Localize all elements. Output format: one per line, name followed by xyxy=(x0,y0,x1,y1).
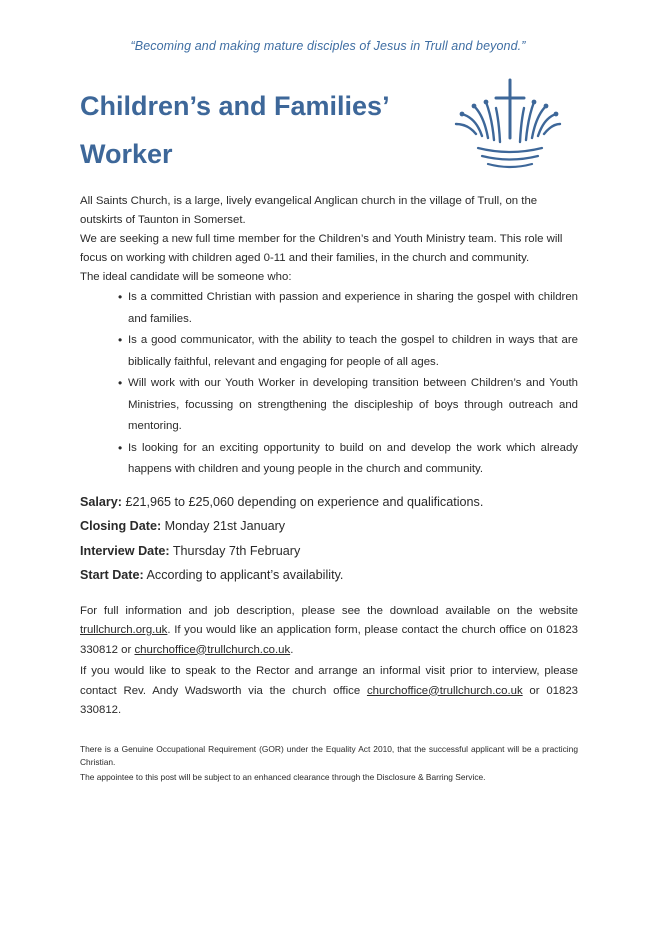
list-item: • Is looking for an exciting opportunity to build on and develop the work which already happens with children and young people in the church and community. xyxy=(128,438,578,481)
interview-date-row xyxy=(80,542,578,562)
start-date-row xyxy=(80,566,578,586)
footnotes xyxy=(80,743,578,785)
contact-text: . xyxy=(290,643,294,656)
salary-value: £21,965 to £25,060 depending on experience and qualifications. xyxy=(122,494,484,509)
list-item: • Is a committed Christian with passion and experience in sharing the gospel with children and families. xyxy=(128,287,578,330)
email-link[interactable]: churchoffice@trullchurch.co.uk xyxy=(134,643,291,656)
list-item: • Will work with our Youth Worker in developing transition between Children’s and Youth Ministries, focussing on strengthening the discipleship of boys through outreach and mentoring. xyxy=(128,373,578,438)
closing-date-label: Closing Date: xyxy=(80,519,162,533)
website-link[interactable]: trullchurch.org.uk xyxy=(80,624,168,636)
tagline: “Becoming and making mature disciples of Jesus in Trull and beyond.” xyxy=(130,39,526,53)
closing-date-value: Monday 21st January xyxy=(161,519,286,533)
contact-text: or 01823 330812. xyxy=(80,684,578,716)
footnote: The appointee to this post will be subject to an enhanced clearance through the Disclosure & Barring Service. xyxy=(80,771,486,782)
page-title: Children’s and Families’ Worker xyxy=(80,91,389,169)
interview-date-label: Interview Date: xyxy=(80,543,170,558)
footnote: There is a Genuine Occupational Requirement (GOR) under the Equality Act 2010, that the successful applicant will be a practicing Christian. xyxy=(80,743,578,767)
cross-crown-logo-icon xyxy=(452,76,562,176)
contact-info xyxy=(80,602,578,721)
salary-label: Salary: xyxy=(80,494,123,509)
job-details xyxy=(80,493,578,586)
contact-text: If you would like to speak to the Rector and arrange an informal visit prior to interview, please contact Rev. Andy Wadsworth via the church office xyxy=(80,665,578,697)
intro-paragraph: All Saints Church, is a large, lively evangelical Anglican church in the village of Trull, on the outskirts of Taunton in Somerset. xyxy=(80,195,538,226)
start-date-value: According to applicant’s availability. xyxy=(143,568,344,582)
requirements-list xyxy=(80,287,578,481)
main-content xyxy=(80,192,578,785)
contact-text: . If you would like an application form, please contact the church office on 01823 330812 or xyxy=(80,624,578,656)
closing-date-row xyxy=(80,517,578,537)
contact-paragraph xyxy=(80,662,578,721)
interview-date-value: Thursday 7th February xyxy=(169,543,301,558)
email-link[interactable]: churchoffice@trullchurch.co.uk xyxy=(366,684,523,697)
contact-text: For full information and job description, please see the download available on the website xyxy=(80,604,578,617)
contact-paragraph xyxy=(80,602,578,661)
list-item: • Is a good communicator, with the ability to teach the gospel to children in ways that are biblically faithful, relevant and engaging for people of all ages. xyxy=(128,330,578,373)
salary-row xyxy=(80,493,578,513)
intro-paragraph: We are seeking a new full time member for the Children’s and Youth Ministry team. This role will focus on working with children aged 0-11 and their families, in the church and community. xyxy=(80,233,563,264)
start-date-label: Start Date: xyxy=(80,568,144,582)
intro-paragraph: The ideal candidate will be someone who: xyxy=(80,271,292,283)
